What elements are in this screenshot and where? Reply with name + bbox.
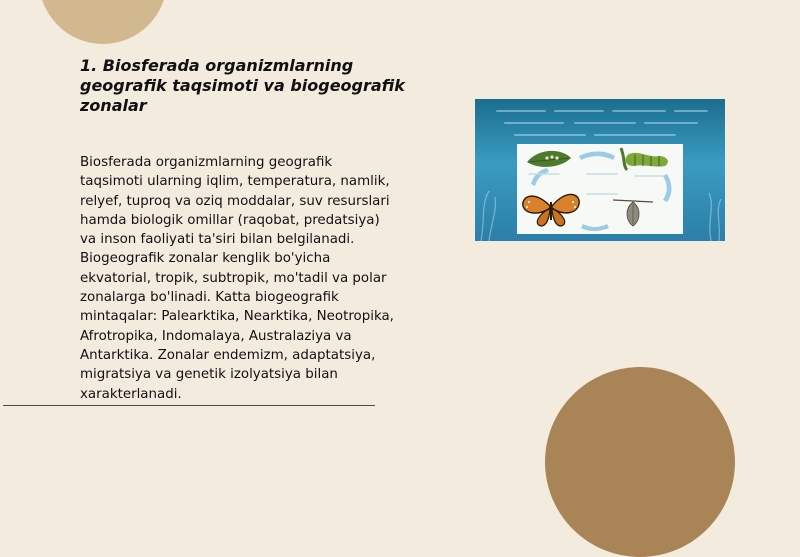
- leaf-with-eggs-icon: [527, 151, 571, 167]
- slide-body-text: Biosferada organizmlarning geografik taqsimoti ularning iqlim, temperatura, namlik, relyef, tuproq va oziq moddalar, suv resurslari hamda biologik omillar (raqobat, predatsiya) va inson faoliyati ta'siri bilan belgilanadi. Biogeografik zonalar kenglik bo'yicha ekvatorial, tropik, subtropik, mo'tadil va polar zonalarga bo'linadi. Katta biogeografik mintaqalar: Palearktika, Nearktika, Neotropika, Afrotropika, Indomalaya, Australaziya va Antarktika. Zonalar endemizm, adaptatsiya, migratsiya va genetik izolyatsiya bilan xarakterlanadi.: [80, 155, 394, 402]
- slide-title: 1. Biosferada organizmlarning geografik taqsimoti va biogeografik zonalar: [80, 56, 405, 115]
- decorative-circle-top: [39, 0, 167, 44]
- butterfly-icon: [523, 194, 579, 226]
- divider-line: [3, 405, 375, 406]
- decorative-circle-bottom: [545, 367, 735, 557]
- caterpillar-icon: [621, 148, 668, 170]
- chrysalis-icon: [613, 200, 653, 226]
- life-cycle-panel: [517, 144, 683, 234]
- butterfly-life-cycle-image: [475, 99, 725, 241]
